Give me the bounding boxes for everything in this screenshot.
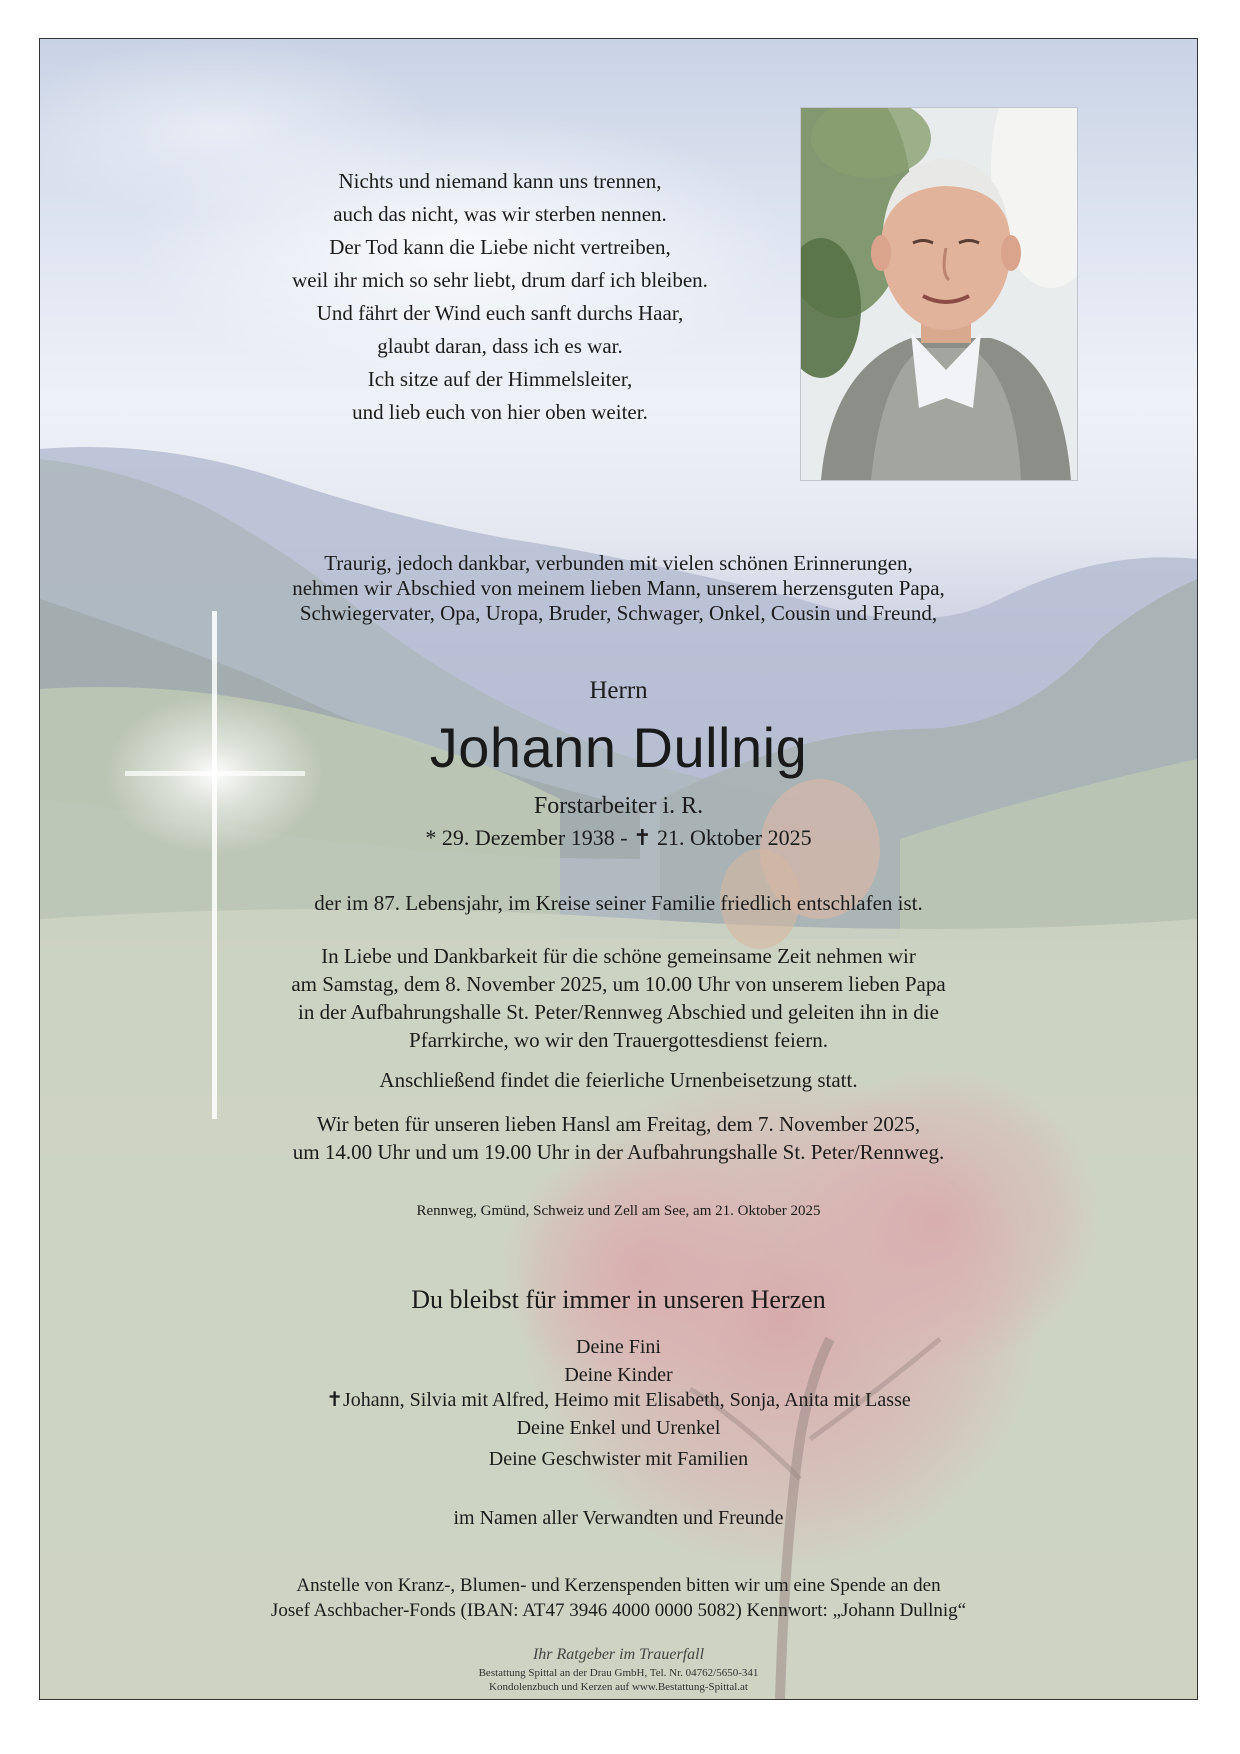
poem-line: glaubt daran, dass ich es war.	[377, 334, 623, 358]
occupation: Forstarbeiter i. R.	[533, 793, 704, 819]
closing-line: Du bleibst für immer in unseren Herzen	[411, 1285, 826, 1314]
intro-text	[40, 551, 1197, 626]
prayer-text	[40, 1110, 1197, 1166]
poem-line: auch das nicht, was wir sterben nennen.	[333, 202, 667, 226]
salutation: Herrn	[589, 677, 648, 704]
poem-line: Nichts und niemand kann uns trennen,	[338, 169, 662, 193]
prayer-line: um 14.00 Uhr und um 19.00 Uhr in der Aufbahrungshalle St. Peter/Rennweg.	[292, 1140, 945, 1164]
prayer-line: Wir beten für unseren lieben Hansl am Freitag, dem 7. November 2025,	[316, 1112, 921, 1136]
mourners-list	[40, 1332, 1197, 1475]
poem-line: Und fährt der Wind euch sanft durchs Haar,	[316, 301, 684, 325]
obituary-card	[39, 38, 1198, 1700]
mourner: Deine Kinder	[564, 1364, 673, 1386]
life-dates: * 29. Dezember 1938 - ✝ 21. Oktober 2025	[425, 825, 812, 850]
donation-line: Josef Aschbacher-Fonds (IBAN: AT47 3946 4000 0000 5082) Kennwort: „Johann Dullnig“	[270, 1600, 967, 1621]
urn-text: Anschließend findet die feierliche Urnenbeisetzung statt.	[379, 1068, 858, 1092]
funeral-home-footer	[40, 1666, 1197, 1694]
funeral-line: am Samstag, dem 8. November 2025, um 10.00 Uhr von unserem lieben Papa	[291, 972, 946, 996]
donation-line: Anstelle von Kranz-, Blumen- und Kerzenspenden bitten wir um eine Spende an den	[296, 1575, 941, 1596]
funeral-line: Pfarrkirche, wo wir den Trauergottesdienst feiern.	[409, 1028, 828, 1052]
funeral-line: In Liebe und Dankbarkeit für die schöne gemeinsame Zeit nehmen wir	[321, 944, 916, 968]
relatives-line: im Namen aller Verwandten und Freunde	[453, 1507, 784, 1529]
mourner: Deine Enkel und Urenkel	[516, 1417, 721, 1439]
intro-line: Traurig, jedoch dankbar, verbunden mit vielen schönen Erinnerungen,	[324, 551, 913, 575]
intro-line: nehmen wir Abschied von meinem lieben Mann, unserem herzensguten Papa,	[292, 576, 945, 600]
poem-line: weil ihr mich so sehr liebt, drum darf ich bleiben.	[292, 268, 708, 292]
poem-line: und lieb euch von hier oben weiter.	[352, 400, 648, 424]
footer-line: Bestattung Spittal an der Drau GmbH, Tel. Nr. 04762/5650-341	[478, 1667, 759, 1679]
footer-line: Kondolenzbuch und Kerzen auf www.Bestattung-Spittal.at	[489, 1681, 748, 1693]
poem-line: Der Tod kann die Liebe nicht vertreiben,	[329, 235, 671, 259]
passing-text: der im 87. Lebensjahr, im Kreise seiner Familie friedlich entschlafen ist.	[314, 891, 923, 915]
donation-text	[40, 1573, 1197, 1623]
intro-line: Schwiegervater, Opa, Uropa, Bruder, Schwager, Onkel, Cousin und Freund,	[299, 601, 938, 625]
mourner: Deine Fini	[576, 1336, 661, 1358]
deceased-name: Johann Dullnig	[429, 716, 808, 779]
mourner: Deine Geschwister mit Familien	[488, 1448, 749, 1470]
place-date: Rennweg, Gmünd, Schweiz und Zell am See, am 21. Oktober 2025	[416, 1203, 821, 1219]
mourner: ✝Johann, Silvia mit Alfred, Heimo mit Elisabeth, Sonja, Anita mit Lasse	[326, 1389, 911, 1411]
funeral-home-tagline: Ihr Ratgeber im Trauerfall	[532, 1646, 705, 1663]
portrait-photo	[800, 107, 1078, 481]
poem-line: Ich sitze auf der Himmelsleiter,	[367, 367, 633, 391]
funeral-text	[40, 942, 1197, 1054]
funeral-line: in der Aufbahrungshalle St. Peter/Rennweg Abschied und geleiten ihn in die	[298, 1000, 939, 1024]
